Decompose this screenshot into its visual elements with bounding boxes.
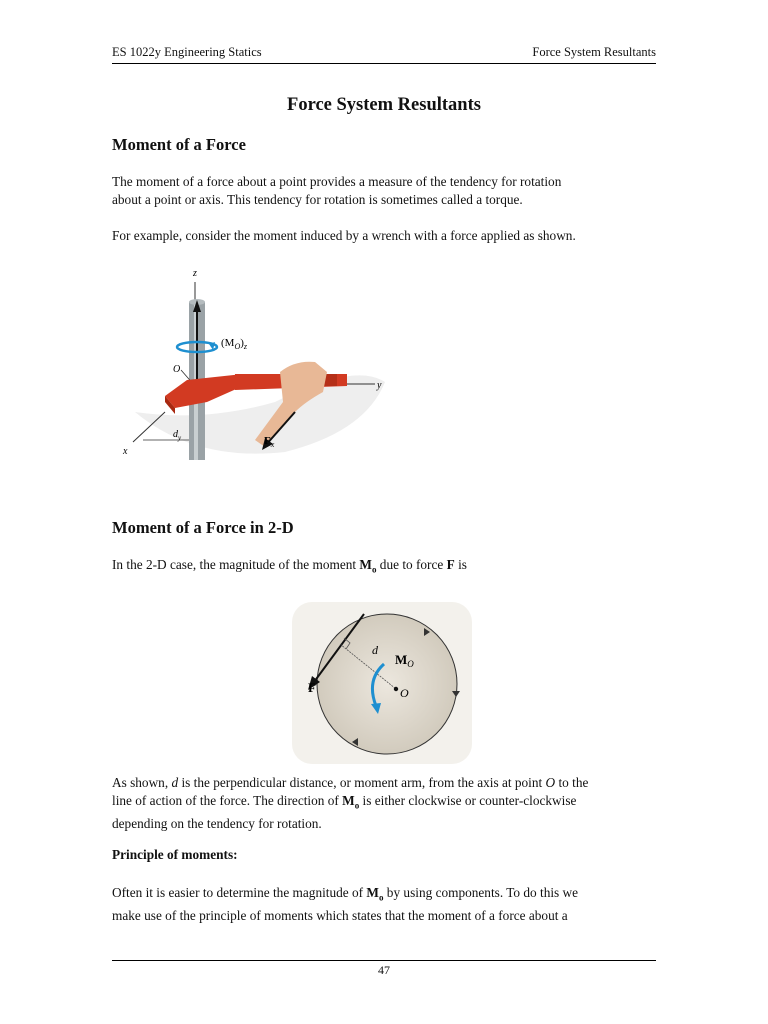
paragraph-principle <box>112 884 656 925</box>
z-axis-label: z <box>193 268 197 279</box>
moment-2d-diagram <box>292 602 472 764</box>
symbol-M-sub: o <box>378 892 384 903</box>
paragraph-moment-arm <box>112 774 656 833</box>
x-axis-label: x <box>123 446 128 457</box>
y-axis-label: y <box>377 380 382 391</box>
rotation-disk <box>317 614 457 754</box>
point-O <box>394 687 398 691</box>
symbol-M: M <box>359 557 372 572</box>
symbol-F: F <box>446 557 455 572</box>
symbol-M: M <box>342 793 355 808</box>
moment-label-2d: $M_O$ <box>395 652 414 669</box>
text-span: to the <box>555 775 589 790</box>
moment-2d-figure <box>292 602 472 764</box>
paragraph-intro <box>112 173 656 209</box>
header-topic: Force System Resultants <box>532 45 656 59</box>
text-span: As shown, <box>112 775 172 790</box>
moment-arm-label: d <box>372 643 378 657</box>
symbol-d: d <box>171 775 179 790</box>
section-heading-2d: Moment of a Force in 2-D <box>112 518 294 537</box>
paragraph-2d-intro <box>112 556 656 579</box>
moment-label: $(M_O)_z$ <box>221 337 248 351</box>
text-span: by using components. To do this we <box>383 885 579 900</box>
page-title: Force System Resultants <box>287 95 481 115</box>
force-label: $F_x$ <box>264 435 275 449</box>
paragraph-line: The moment of a force about a point provides a measure of the tendency for rotation <box>112 174 562 189</box>
text-span: Often it is easier to determine the magnitude of <box>112 885 367 900</box>
text-span: due to force <box>376 557 447 572</box>
text-span: In the 2-D case, the magnitude of the moment <box>112 557 360 572</box>
paragraph-line <box>112 884 656 907</box>
text-span: is the perpendicular distance, or moment arm, from the axis at point <box>178 775 546 790</box>
symbol-M-sub: o <box>371 564 377 575</box>
symbol-M-sub: o <box>354 800 360 811</box>
paragraph-line: make use of the principle of moments which states that the moment of a force about a <box>112 907 568 923</box>
header-course: ES 1022y Engineering Statics <box>112 45 262 59</box>
paragraph-example: For example, consider the moment induced by a wrench with a force applied as shown. <box>112 228 576 243</box>
symbol-O: O <box>545 775 556 790</box>
text-span: is <box>454 557 467 572</box>
paragraph-line <box>112 774 656 792</box>
text-span: line of action of the force. The direction of <box>112 793 343 808</box>
footer-rule <box>112 960 656 961</box>
paragraph-line: depending on the tendency for rotation. <box>112 815 322 831</box>
section-heading-moment: Moment of a Force <box>112 135 246 154</box>
paragraph-line: about a point or axis. This tendency for rotation is sometimes called a torque. <box>112 192 523 207</box>
header-rule <box>112 63 656 64</box>
point-O-label: O <box>400 686 409 700</box>
wrench-diagram <box>115 262 405 467</box>
page-number: 47 <box>378 963 390 977</box>
subheading-principle: Principle of moments: <box>112 847 238 862</box>
paragraph-line <box>112 792 656 815</box>
d-dimension-label: $d_y$ <box>173 429 182 442</box>
force-label-2d: F <box>308 680 316 695</box>
wrench-figure <box>115 262 405 467</box>
text-span: is either clockwise or counter-clockwise <box>359 793 577 808</box>
origin-label: O <box>173 364 181 375</box>
symbol-M: M <box>366 885 379 900</box>
